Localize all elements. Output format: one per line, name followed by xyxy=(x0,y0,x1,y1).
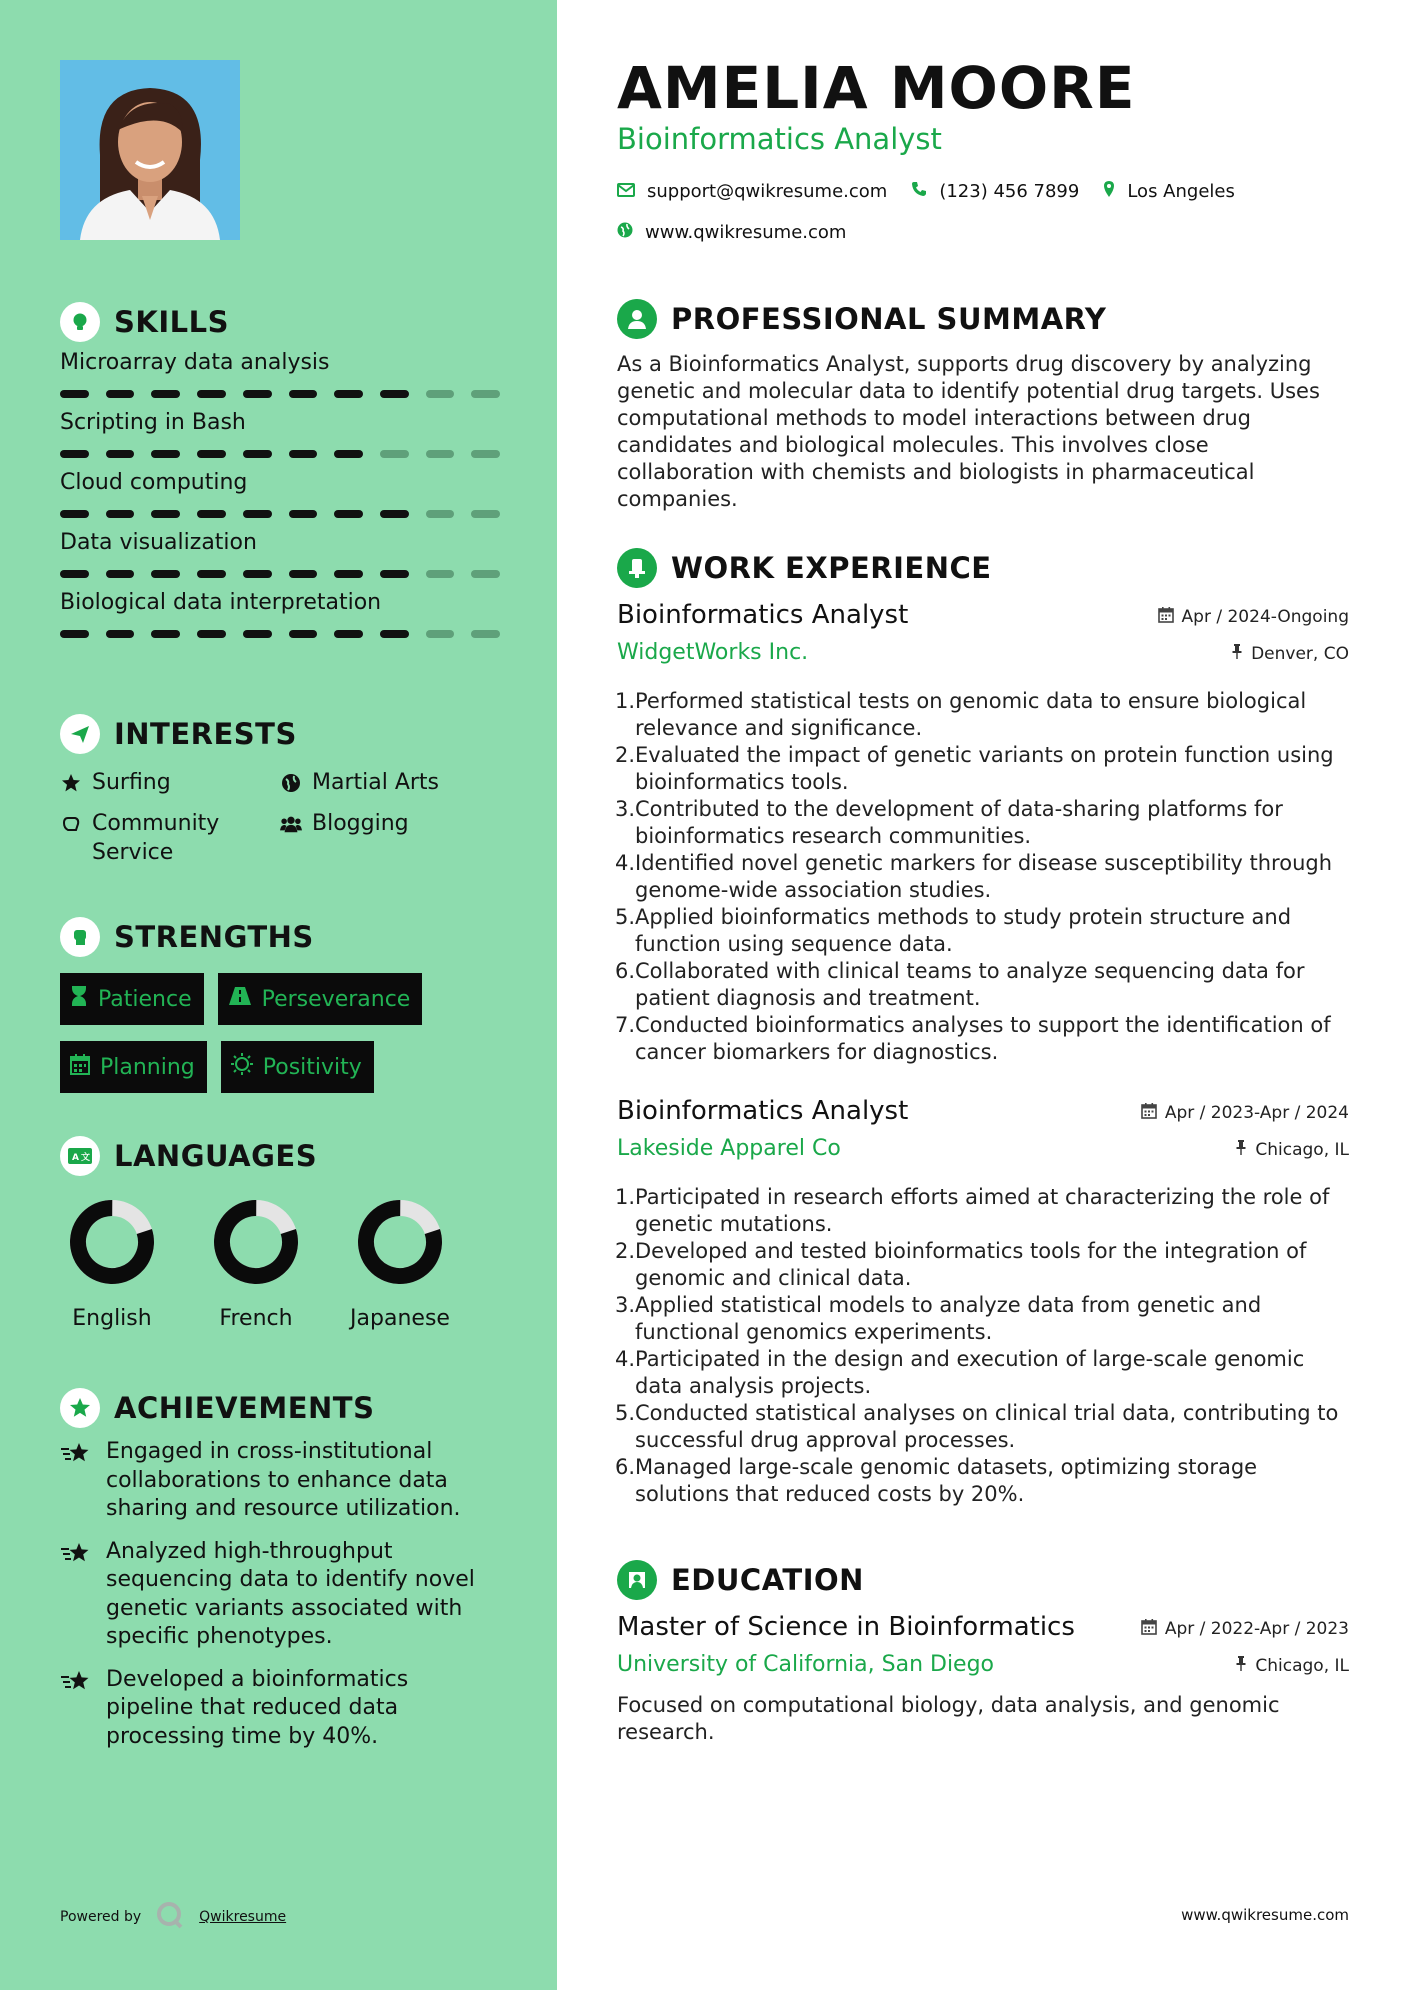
skill-level-dot xyxy=(106,570,135,578)
map-pin-icon xyxy=(1103,180,1115,203)
fist-icon xyxy=(60,917,100,957)
language-donut-fill xyxy=(357,1199,443,1285)
envelope-icon xyxy=(617,181,635,202)
skill-level-dot xyxy=(471,390,500,398)
skill-item xyxy=(60,468,500,518)
strengths-section xyxy=(60,915,500,1093)
user-icon xyxy=(617,299,657,339)
education-entry xyxy=(617,1612,1349,1746)
skill-level-dot xyxy=(151,630,180,638)
skill-level-bar xyxy=(60,570,500,578)
language-item xyxy=(66,1196,158,1331)
strengths-title: STRENGTHS xyxy=(114,920,314,954)
strength-tag xyxy=(221,1041,374,1093)
interests-list xyxy=(60,768,500,867)
duty-item: Conducted bioinformatics analyses to support the identification of cancer biomarkers for diagnostics. xyxy=(635,1013,1331,1064)
interest-item xyxy=(280,809,500,867)
skill-level-dot xyxy=(289,450,318,458)
users-icon xyxy=(280,809,302,838)
achievements-list xyxy=(60,1438,500,1751)
skill-level-dot xyxy=(151,510,180,518)
job-location-text: Chicago, IL xyxy=(1255,1139,1349,1160)
skill-level-dot xyxy=(60,510,89,518)
jobs-list xyxy=(617,600,1349,1508)
skill-level-dot xyxy=(60,450,89,458)
duty-item: Participated in research efforts aimed at characterizing the role of genetic mutations. xyxy=(635,1185,1330,1236)
achievements-section xyxy=(60,1386,500,1751)
job-location-text: Denver, CO xyxy=(1251,643,1349,664)
email-item[interactable] xyxy=(617,181,887,202)
languages-list xyxy=(60,1196,500,1331)
language-item xyxy=(210,1196,302,1331)
pin-icon xyxy=(1231,643,1243,664)
achievements-header xyxy=(60,1386,500,1430)
sun-icon xyxy=(231,1053,253,1081)
interest-item xyxy=(60,768,280,797)
location-text: Los Angeles xyxy=(1127,180,1235,202)
achievement-text: Analyzed high-throughput sequencing data to identify novel genetic variants associated with specific phenotypes. xyxy=(106,1538,475,1649)
phone-icon xyxy=(911,181,927,202)
skill-level-dot xyxy=(60,570,89,578)
summary-title: PROFESSIONAL SUMMARY xyxy=(671,302,1107,336)
education-title: EDUCATION xyxy=(671,1563,864,1597)
work-section xyxy=(617,546,1349,1508)
footer-url[interactable]: www.qwikresume.com xyxy=(1181,1906,1349,1924)
interest-item xyxy=(280,768,500,797)
interests-section xyxy=(60,712,500,867)
skill-level-dot xyxy=(426,450,455,458)
skill-level-dot xyxy=(334,390,363,398)
skill-level-dot xyxy=(289,510,318,518)
pin-icon xyxy=(1235,1655,1247,1676)
skill-level-dot xyxy=(289,630,318,638)
achievement-text: Developed a bioinformatics pipeline that reduced data processing time by 40%. xyxy=(106,1666,409,1749)
star-speed-icon xyxy=(60,1538,96,1652)
language-donut xyxy=(66,1196,158,1288)
skill-level-dot xyxy=(334,450,363,458)
company-name: Lakeside Apparel Co xyxy=(617,1136,841,1161)
strengths-list xyxy=(60,973,460,1093)
strength-tag xyxy=(60,973,204,1025)
duty-item: Identified novel genetic markers for disease susceptibility through genome-wide association studies. xyxy=(635,851,1333,902)
interests-header xyxy=(60,712,500,756)
skill-level-dot xyxy=(243,570,272,578)
degree-title: Master of Science in Bioinformatics xyxy=(617,1612,1075,1642)
location-item xyxy=(1103,180,1235,203)
skill-level-dot xyxy=(334,570,363,578)
skill-level-dot xyxy=(197,510,226,518)
email-text: support@qwikresume.com xyxy=(647,180,888,202)
skill-item xyxy=(60,408,500,458)
star-speed-icon xyxy=(60,1666,96,1752)
skill-level-dot xyxy=(380,390,409,398)
qwikresume-logo-icon xyxy=(155,1900,185,1934)
skill-level-dot xyxy=(471,450,500,458)
duty-item: Performed statistical tests on genomic data to ensure biological relevance and significance. xyxy=(635,689,1307,740)
hand-icon xyxy=(60,809,82,838)
achievement-item xyxy=(60,1666,500,1752)
job-title: Bioinformatics Analyst xyxy=(617,600,909,630)
strength-tag xyxy=(60,1041,207,1093)
duty-item: Developed and tested bioinformatics tools for the integration of genomic and clinical data. xyxy=(635,1239,1307,1290)
job-entry xyxy=(617,1096,1349,1508)
skills-title: SKILLS xyxy=(114,305,229,339)
languages-title: LANGUAGES xyxy=(114,1139,318,1173)
interest-label: Community Service xyxy=(92,811,220,865)
profile-photo xyxy=(60,60,240,240)
skill-name: Data visualization xyxy=(60,530,257,555)
summary-text: As a Bioinformatics Analyst, supports drug discovery by analyzing genetic and molecular data to identify potential drug targets. Uses computational methods to model interactions between drug candidates and biological molecules. This involves close collaboration with chemists and biologists in pharmaceutical companies. xyxy=(617,352,1320,511)
duty-item: Contributed to the development of data-sharing platforms for bioinformatics research communities. xyxy=(635,797,1283,848)
website-item[interactable] xyxy=(617,222,846,243)
skill-level-dot xyxy=(334,510,363,518)
job-date xyxy=(1141,1102,1349,1124)
skill-level-dot xyxy=(151,390,180,398)
language-donut-fill xyxy=(213,1199,299,1285)
job-entry xyxy=(617,600,1349,1066)
achievement-item xyxy=(60,1438,500,1524)
skill-level-dot xyxy=(197,450,226,458)
skill-level-dot xyxy=(60,630,89,638)
lightbulb-icon xyxy=(60,302,100,342)
language-item xyxy=(350,1196,450,1331)
duty-item: Participated in the design and execution of large-scale genomic data analysis projects. xyxy=(635,1347,1305,1398)
skill-level-bar xyxy=(60,510,500,518)
skills-section xyxy=(60,300,500,638)
skill-item xyxy=(60,528,500,578)
strength-label: Patience xyxy=(98,986,192,1012)
calendar-icon xyxy=(1141,1102,1157,1124)
job-date xyxy=(1158,606,1349,628)
phone-item[interactable] xyxy=(911,181,1079,202)
globe-icon xyxy=(617,222,633,243)
skill-name: Microarray data analysis xyxy=(60,350,330,375)
skill-level-dot xyxy=(380,630,409,638)
skill-level-dot xyxy=(106,630,135,638)
skill-name: Scripting in Bash xyxy=(60,410,246,435)
languages-header xyxy=(60,1134,500,1178)
duties-list xyxy=(617,688,1349,1066)
skill-level-dot xyxy=(106,390,135,398)
award-star-icon xyxy=(60,1388,100,1428)
work-title: WORK EXPERIENCE xyxy=(671,551,992,585)
skill-item xyxy=(60,588,500,638)
job-date-text: Apr / 2024-Ongoing xyxy=(1181,607,1349,627)
skill-level-dot xyxy=(60,390,89,398)
calendar-icon xyxy=(1158,606,1174,628)
pin-icon xyxy=(1235,1139,1247,1160)
powered-by xyxy=(60,1900,286,1934)
skill-level-bar xyxy=(60,450,500,458)
skill-level-dot xyxy=(380,570,409,578)
skill-level-dot xyxy=(289,570,318,578)
skills-header xyxy=(60,300,500,344)
strength-label: Planning xyxy=(100,1054,195,1080)
duty-item: Collaborated with clinical teams to analyze sequencing data for patient diagnosis and treatment. xyxy=(635,959,1305,1010)
strength-label: Perseverance xyxy=(261,986,411,1012)
skill-level-dot xyxy=(243,450,272,458)
interest-label: Blogging xyxy=(312,811,409,836)
skill-level-dot xyxy=(243,630,272,638)
phone-text: (123) 456 7899 xyxy=(939,180,1080,202)
duty-item: Conducted statistical analyses on clinical trial data, contributing to successful drug approval processes. xyxy=(635,1401,1339,1452)
skill-level-dot xyxy=(289,390,318,398)
language-label: French xyxy=(219,1306,293,1331)
skill-level-dot xyxy=(471,570,500,578)
education-date xyxy=(1141,1618,1349,1640)
language-label: Japanese xyxy=(350,1306,450,1331)
skill-level-dot xyxy=(243,390,272,398)
duty-item: Applied bioinformatics methods to study protein structure and function using sequence data. xyxy=(635,905,1292,956)
achievements-title: ACHIEVEMENTS xyxy=(114,1391,375,1425)
duty-item: Applied statistical models to analyze data from genetic and functional genomics experiments. xyxy=(635,1293,1262,1344)
skill-level-dot xyxy=(426,510,455,518)
language-donut-fill xyxy=(69,1199,155,1285)
skill-level-dot xyxy=(151,570,180,578)
skill-level-dot xyxy=(471,630,500,638)
sidebar xyxy=(0,0,557,1990)
skill-level-dot xyxy=(106,450,135,458)
calendar-icon xyxy=(1141,1618,1157,1640)
summary-section xyxy=(617,297,1349,513)
calendar-icon xyxy=(70,1053,90,1081)
strengths-header xyxy=(60,915,500,959)
skill-level-dot xyxy=(151,450,180,458)
skill-name: Biological data interpretation xyxy=(60,590,382,615)
skill-level-bar xyxy=(60,390,500,398)
skill-level-dot xyxy=(426,570,455,578)
skill-level-dot xyxy=(197,390,226,398)
svg-text:文: 文 xyxy=(81,1153,91,1163)
skill-level-dot xyxy=(106,510,135,518)
duty-item: Managed large-scale genomic datasets, optimizing storage solutions that reduced costs by 20%. xyxy=(635,1455,1258,1506)
duty-item: Evaluated the impact of genetic variants on protein function using bioinformatics tools. xyxy=(635,743,1334,794)
education-text: Focused on computational biology, data analysis, and genomic research. xyxy=(617,1693,1280,1744)
languages-section xyxy=(60,1134,500,1331)
achievement-text: Engaged in cross-institutional collaborations to enhance data sharing and resource utilization. xyxy=(106,1439,461,1521)
candidate-name: AMELIA MOORE xyxy=(617,54,1136,122)
skill-level-dot xyxy=(471,510,500,518)
powered-label: Powered by xyxy=(60,1909,142,1925)
achievement-item xyxy=(60,1538,500,1652)
duties-list xyxy=(617,1184,1349,1508)
education-date-text: Apr / 2022-Apr / 2023 xyxy=(1164,1619,1349,1639)
globe-icon xyxy=(280,768,302,797)
job-location xyxy=(1231,643,1349,664)
brand-link[interactable]: Qwikresume xyxy=(199,1909,287,1925)
skill-level-dot xyxy=(243,510,272,518)
strength-label: Positivity xyxy=(262,1054,362,1080)
language-label: English xyxy=(72,1306,152,1331)
job-location xyxy=(1235,1139,1349,1160)
interest-item xyxy=(60,809,280,867)
skill-level-dot xyxy=(426,630,455,638)
skill-level-dot xyxy=(426,390,455,398)
education-location xyxy=(1235,1655,1349,1676)
interest-label: Martial Arts xyxy=(312,770,440,795)
skill-item xyxy=(60,348,500,398)
skill-name: Cloud computing xyxy=(60,470,248,495)
paper-plane-icon xyxy=(60,714,100,754)
language-donut xyxy=(354,1196,446,1288)
skill-level-bar xyxy=(60,630,500,638)
road-icon xyxy=(228,986,252,1012)
briefcase-icon xyxy=(617,548,657,588)
school-name: University of California, San Diego xyxy=(617,1652,995,1677)
website-text: www.qwikresume.com xyxy=(645,221,847,243)
star-speed-icon xyxy=(60,1438,96,1524)
company-name: WidgetWorks Inc. xyxy=(617,640,809,665)
svg-text:A: A xyxy=(72,1153,79,1163)
skill-level-dot xyxy=(380,450,409,458)
education-section xyxy=(617,1558,1349,1746)
skill-level-dot xyxy=(380,510,409,518)
hourglass-icon xyxy=(70,985,88,1013)
education-location-text: Chicago, IL xyxy=(1255,1655,1349,1676)
job-date-text: Apr / 2023-Apr / 2024 xyxy=(1164,1103,1349,1123)
candidate-role: Bioinformatics Analyst xyxy=(617,122,942,156)
interest-label: Surfing xyxy=(92,770,171,795)
job-title: Bioinformatics Analyst xyxy=(617,1096,909,1126)
star-icon xyxy=(60,768,82,797)
skill-level-dot xyxy=(334,630,363,638)
language-icon xyxy=(60,1136,100,1176)
graduation-icon xyxy=(617,1560,657,1600)
interests-title: INTERESTS xyxy=(114,717,297,751)
language-donut xyxy=(210,1196,302,1288)
contact-info xyxy=(617,176,1349,258)
skill-level-dot xyxy=(197,630,226,638)
skill-level-dot xyxy=(197,570,226,578)
strength-tag xyxy=(218,973,423,1025)
